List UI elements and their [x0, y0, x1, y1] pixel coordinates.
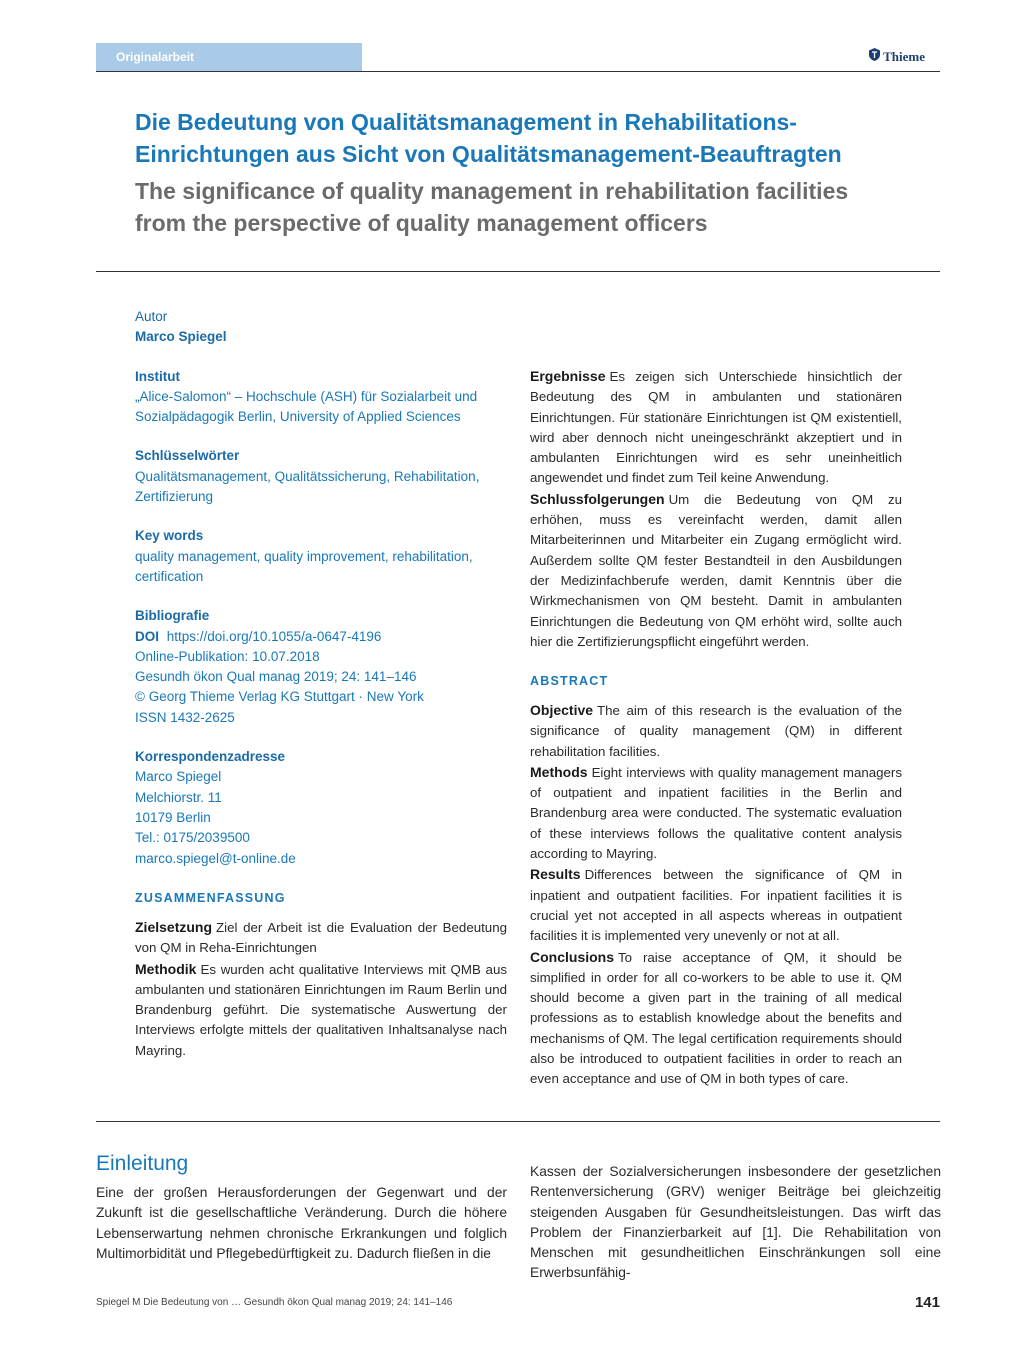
schluss-text: Um die Bedeutung von QM zu erhöhen, muss es vereinfacht werden, damit allen Mitarbeiterinnen und Mitarbeiter ein Zugang ermöglicht wird. Außerdem sollte QM fester Bestandteil in den Ausbildungen der Medizinfachberufe werden, damit Kenntnis über die Wirkmechanismen von QM besteht. Damit in ambulanten Einrichtungen die Bedeutung von QM erhöht wird, sollte auch hier die Zertifizierungspflicht eingeführt werden.: [530, 491, 902, 649]
methodik-paragraph: [135, 959, 507, 1061]
publisher-name: Thieme: [883, 48, 925, 64]
keywords-de-label: Schlüsselwörter: [135, 448, 240, 464]
journal-citation: Gesundh ökon Qual manag 2019; 24: 141–146: [135, 669, 417, 685]
zusammenfassung-heading: ZUSAMMENFASSUNG: [135, 891, 286, 905]
title-rule: [96, 271, 940, 272]
correspondence-block: [135, 747, 510, 869]
zielsetzung-paragraph: [135, 917, 507, 959]
institute-label: Institut: [135, 368, 180, 384]
title-german: [135, 106, 915, 170]
title-english-line2: from the perspective of quality management officers: [135, 210, 708, 236]
keywords-de-line2: Zertifizierung: [135, 489, 214, 505]
objective-label: Objective: [530, 702, 594, 718]
keywords-en-line1: quality management, quality improvement, rehabilitation,: [135, 548, 473, 564]
ergebnisse-paragraph: [530, 366, 902, 489]
zielsetzung-text: Ziel der Arbeit ist die Evaluation der Bedeutung von QM in Reha-Einrichtungen: [135, 920, 507, 956]
results-label: Results: [530, 866, 581, 883]
doi-label: DOI: [135, 628, 160, 644]
correspondence-email[interactable]: marco.spiegel@t-online.de: [135, 850, 296, 866]
doi-line: [135, 627, 510, 647]
keywords-de-line1: Qualitätsmanagement, Qualitätssicherung, Rehabilitation,: [135, 468, 480, 484]
ergebnisse-label: Ergebnisse: [530, 368, 606, 384]
issn: ISSN 1432-2625: [135, 709, 235, 725]
zusammenfassung-text: [135, 917, 507, 1061]
introduction-heading: Einleitung: [96, 1152, 189, 1175]
correspondence-label: Korrespondenzadresse: [135, 749, 286, 765]
online-publication: Online-Publikation: 10.07.2018: [135, 648, 320, 664]
objective-paragraph: [530, 700, 902, 762]
doi-link[interactable]: https://doi.org/10.1055/a-0647-4196: [166, 628, 382, 644]
abstract-rule: [96, 1121, 940, 1122]
results-text: Differences between the significance of QM in inpatient and outpatient facilities. For inpatient facilities it is crucial yet not accepted in all aspects whereas in outpatient facilities it is implemented very unevenly or not at all.: [530, 867, 902, 944]
keywords-en-line2: certification: [135, 568, 204, 584]
title-german-line1: Die Bedeutung von Qualitätsmanagement in Rehabilitations-: [135, 109, 797, 135]
results-paragraph: [530, 864, 902, 946]
conclusions-label: Conclusions: [530, 948, 615, 965]
author-name[interactable]: Marco Spiegel: [135, 329, 227, 345]
keywords-de-block: [135, 446, 510, 507]
institute-line2: Sozialpädagogik Berlin, University of Applied Sciences: [135, 409, 461, 425]
correspondence-street: Melchiorstr. 11: [135, 789, 222, 805]
zusammenfassung-continued: [530, 366, 902, 652]
keywords-en-block: [135, 526, 510, 587]
conclusions-paragraph: [530, 947, 902, 1090]
objective-text: The aim of this research is the evaluation of the significance of quality management (QM) in different rehabilitation facilities.: [530, 703, 902, 759]
institute-block: [135, 367, 510, 428]
methods-label: Methods: [530, 763, 588, 780]
methods-paragraph: [530, 762, 902, 864]
thieme-logo-icon: [869, 48, 880, 65]
ergebnisse-text: Es zeigen sich Unterschiede hinsichtlich der Bedeutung des QM in ambulanten und stationären Einrichtungen. Für stationäre Einrichtungen ist QM existentiell, wird aber dennoch nicht uneingeschränkt akzeptiert und in ambulanten Einrichtungen wird es sehr uneinheitlich angewendet und findet zum Teil keine Anwendung.: [530, 369, 902, 486]
introduction-column-2: Kassen der Sozialversicherungen insbesondere der gesetzlichen Rentenversicherung (GRV) weniger Beiträge bei gleichzeitig steigenden Ausgaben für Gesundheitsleistungen. Das wirft das Problem der Finanzierbarkeit auf [1]. Die Rehabilitation von Menschen mit gesundheitlichen Einschränkungen soll eine Erwerbsunfähig-: [530, 1164, 941, 1281]
abstract-text: [530, 700, 902, 1090]
bibliography-label: Bibliografie: [135, 608, 210, 624]
title-german-line2: Einrichtungen aus Sicht von Qualitätsmanagement-Beauftragten: [135, 141, 842, 167]
page-number: 141: [914, 1294, 940, 1311]
title-english: [135, 175, 925, 239]
bibliography-block: [135, 606, 510, 728]
section-label: Originalarbeit: [96, 43, 362, 72]
article-metadata: [135, 307, 510, 891]
correspondence-city: 10179 Berlin: [135, 809, 211, 825]
author-label: Autor: [135, 309, 168, 324]
title-english-line1: The significance of quality management in rehabilitation facilities: [135, 178, 849, 204]
zielsetzung-label: Zielsetzung: [135, 919, 213, 935]
correspondence-phone: Tel.: 0175/2039500: [135, 830, 250, 846]
introduction-column-1: Eine der großen Herausforderungen der Gegenwart und der Zukunft ist die gesellschaftliche Veränderung. Durch die höhere Lebenserwartung nehmen chronische Erkrankungen und folglich Multimorbidität und Pflegebedürftigkeit zu. Dadurch fließen in die: [96, 1185, 507, 1261]
footer-citation: Spiegel M Die Bedeutung von … Gesundh ökon Qual manag 2019; 24: 141–146: [96, 1297, 453, 1308]
keywords-en-label: Key words: [135, 528, 204, 544]
methodik-text: Es wurden acht qualitative Interviews mit QMB aus ambulanten und stationären Einrichtungen im Raum Berlin und Brandenburg geführt. Die systematische Auswertung der Interviews erfolgte mittels der qualitativen Inhaltsanalyse nach Mayring.: [135, 961, 507, 1058]
header-rule: [96, 71, 940, 72]
correspondence-name: Marco Spiegel: [135, 769, 222, 785]
conclusions-text: To raise acceptance of QM, it should be simplified in order for all co-workers to be able to use it. QM should become a given part in the training of all medical professions as to establish knowledge about the benefits and mechanisms of QM. The legal certification requirements should also be introduced to outpatient facilities in order to reach an even acceptance and use of QM in both types of care.: [530, 949, 902, 1087]
schluss-label: Schlussfolgerungen: [530, 490, 665, 507]
institute-line1: „Alice-Salomon“ – Hochschule (ASH) für Sozialarbeit und: [135, 388, 478, 404]
schluss-paragraph: [530, 489, 902, 652]
publisher-logo: [869, 48, 925, 65]
abstract-heading: ABSTRACT: [530, 674, 609, 688]
methods-text: Eight interviews with quality management managers of outpatient and inpatient facilities in the Berlin and Brandenburg area were conducted. The systematic evaluation of these interviews follows the qualitative content analysis according to Mayring.: [530, 764, 902, 862]
author-block: [135, 307, 510, 348]
copyright: © Georg Thieme Verlag KG Stuttgart · New York: [135, 689, 424, 705]
methodik-label: Methodik: [135, 960, 197, 977]
